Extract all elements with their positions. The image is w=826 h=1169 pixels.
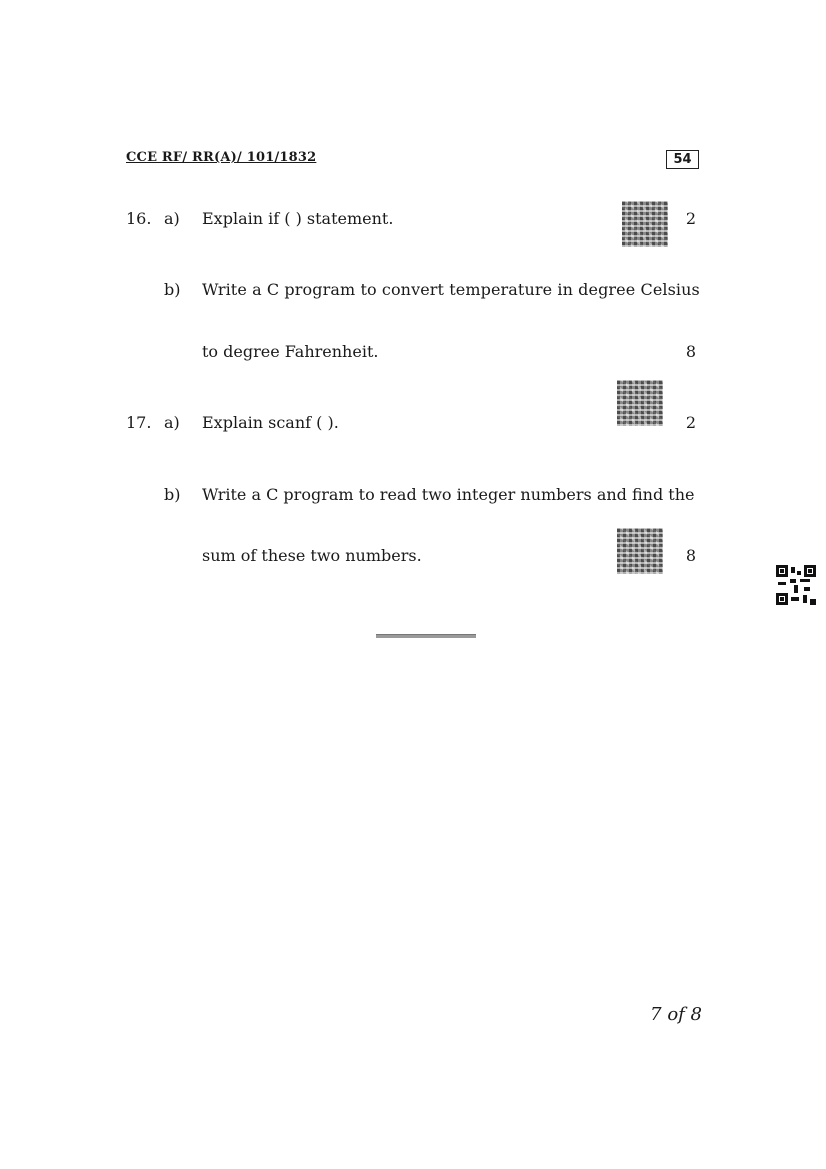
part-label: b) — [164, 280, 181, 299]
page-number: 7 of 8 — [650, 1004, 702, 1025]
marks: 8 — [685, 546, 696, 565]
marks: 8 — [685, 342, 696, 361]
part-label: a) — [164, 209, 180, 228]
marks: 2 — [685, 209, 696, 228]
qr-code-icon — [622, 201, 668, 247]
section-divider — [376, 634, 476, 638]
page-box-number: 54 — [666, 150, 699, 169]
exam-code: CCE RF/ RR(A)/ 101/1832 — [126, 150, 317, 165]
question-text: to degree Fahrenheit. — [202, 342, 379, 361]
question-text: Explain if ( ) statement. — [202, 209, 394, 228]
part-label: b) — [164, 485, 181, 504]
qr-code-icon — [617, 380, 663, 426]
qr-code-icon — [617, 528, 663, 574]
marks: 2 — [685, 413, 696, 432]
question-text: Write a C program to read two integer numbers and find the — [202, 485, 695, 504]
question-text: sum of these two numbers. — [202, 546, 422, 565]
question-number: 16. — [126, 209, 152, 228]
side-qr-code-icon — [776, 565, 816, 605]
question-number: 17. — [126, 413, 152, 432]
question-text: Write a C program to convert temperature in degree Celsius — [202, 280, 700, 299]
part-label: a) — [164, 413, 180, 432]
question-text: Explain scanf ( ). — [202, 413, 339, 432]
